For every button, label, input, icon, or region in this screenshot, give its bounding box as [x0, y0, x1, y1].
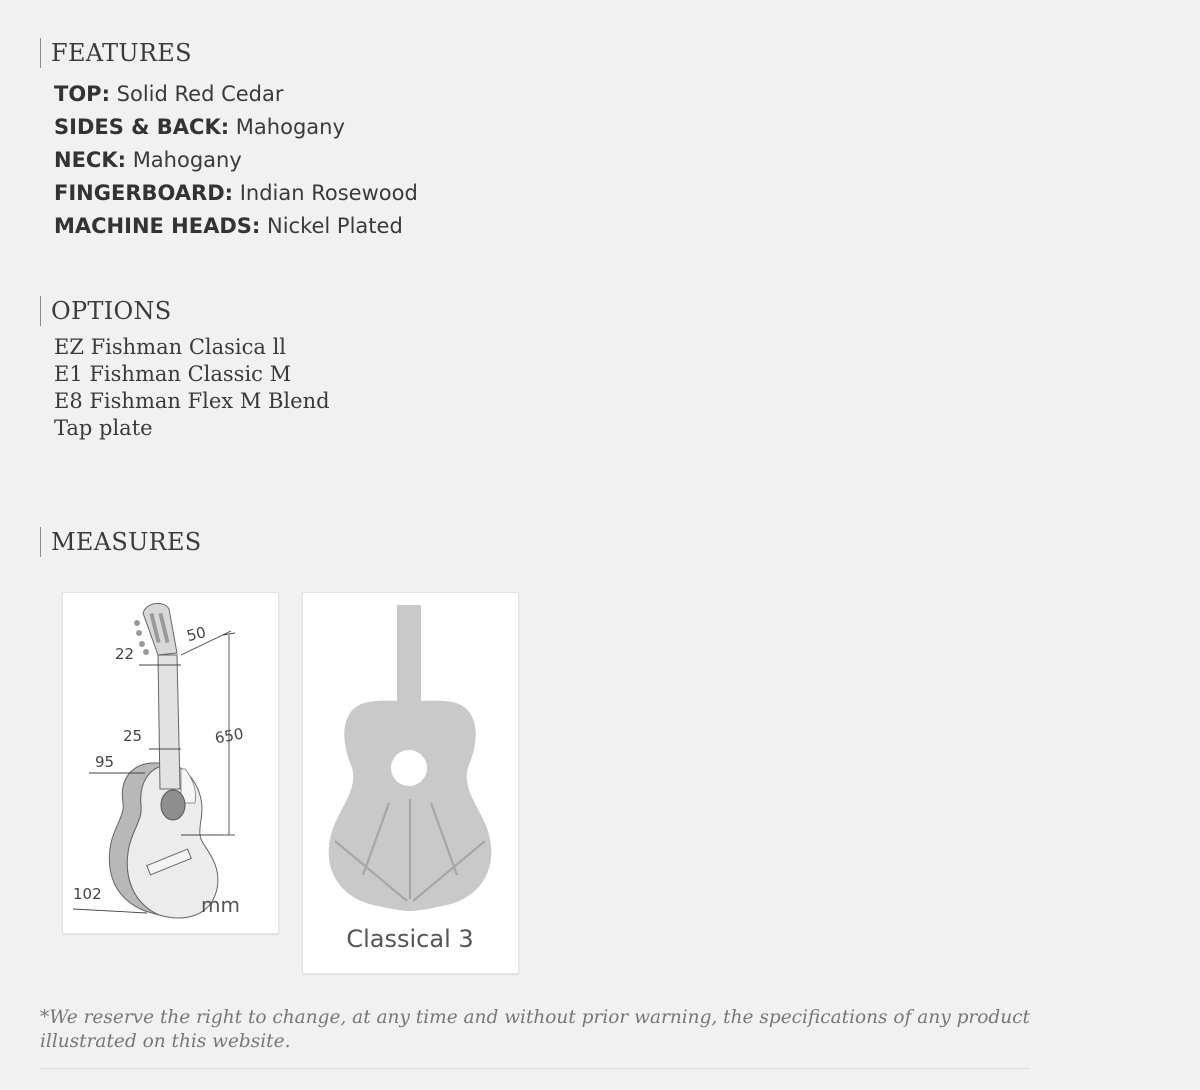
feature-key: MACHINE HEADS: [54, 214, 261, 238]
features-heading: FEATURES [40, 38, 192, 68]
measures-heading: MEASURES [40, 527, 202, 557]
feature-value: Solid Red Cedar [109, 82, 284, 106]
bracing-caption: Classical 3 [346, 925, 474, 953]
footer-divider [40, 1068, 1030, 1069]
nut-width-label: 50 [184, 623, 208, 646]
feature-value: Mahogany [229, 115, 345, 139]
feature-key: FINGERBOARD: [54, 181, 234, 205]
feature-value: Indian Rosewood [233, 181, 418, 205]
options-list [54, 334, 330, 442]
body-depth-lower-label: 102 [73, 885, 102, 903]
bracing-diagram-card [302, 592, 519, 974]
feature-fingerboard [54, 177, 418, 210]
feature-key: SIDES & BACK: [54, 115, 230, 139]
disclaimer-text: *We reserve the right to change, at any time and without prior warning, the specifications of any product illustrated on this website. [40, 1007, 1030, 1052]
option-item: EZ Fishman Clasica ll [54, 335, 287, 359]
dimensions-diagram-card [62, 592, 279, 934]
unit-label: mm [201, 893, 240, 917]
option-item: E8 Fishman Flex M Blend [54, 389, 330, 413]
features-list [54, 78, 418, 243]
body-depth-upper-label: 95 [95, 753, 115, 771]
bracing-diagram [303, 593, 518, 973]
feature-machine-heads [54, 210, 418, 243]
feature-value: Mahogany [126, 148, 242, 172]
feature-key: NECK: [54, 148, 127, 172]
feature-sides-back [54, 111, 418, 144]
option-item: E1 Fishman Classic M [54, 362, 292, 386]
option-item: Tap plate [54, 416, 153, 440]
scale-length-label: 650 [213, 724, 245, 748]
neck-label: 25 [123, 727, 143, 745]
headstock-label: 22 [115, 645, 135, 663]
feature-top [54, 78, 418, 111]
options-heading: OPTIONS [40, 296, 172, 326]
guitar-dimensions-diagram [63, 593, 278, 933]
feature-value: Nickel Plated [260, 214, 403, 238]
feature-neck [54, 144, 418, 177]
feature-key: TOP: [54, 82, 110, 106]
